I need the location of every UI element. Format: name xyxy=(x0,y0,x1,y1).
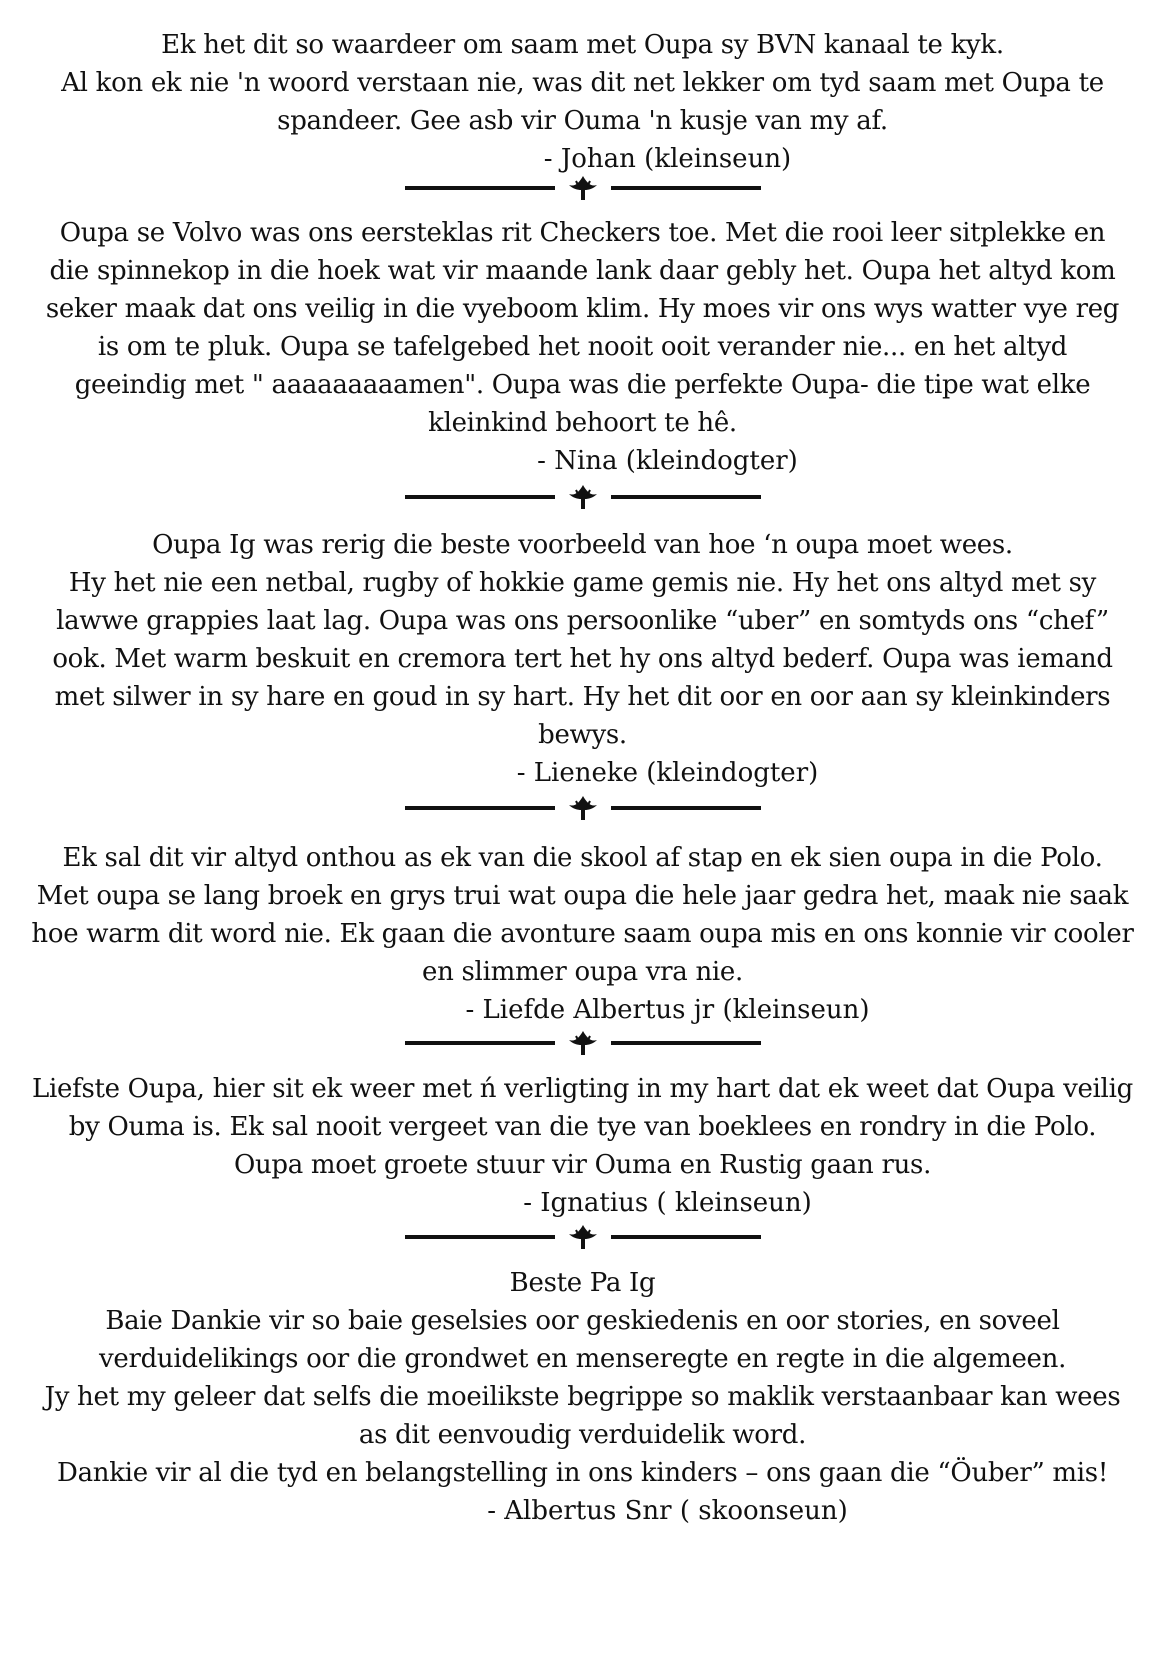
fleuron-icon xyxy=(403,1222,763,1252)
tribute-line: geeindig met " aaaaaaaaamen". Oupa was die perfekte Oupa- die tipe wat elke xyxy=(74,370,1091,400)
tribute-ignatius xyxy=(30,1070,1135,1222)
tribute-line: Met oupa se lang broek en grys trui wat oupa die hele jaar gedra het, maak nie saak xyxy=(36,881,1129,911)
tribute-line: Oupa Ig was rerig die beste voorbeeld van hoe ‘n oupa moet wees. xyxy=(152,530,1013,560)
tribute-line: Oupa se Volvo was ons eersteklas rit Checkers toe. Met die rooi leer sitplekke en xyxy=(59,218,1106,248)
tribute-line: met silwer in sy hare en goud in sy hart. Hy het dit oor en oor aan sy kleinkinders xyxy=(54,682,1111,712)
tribute-line: Al kon ek nie 'n woord verstaan nie, was dit net lekker om tyd saam met Oupa te xyxy=(61,68,1104,98)
tribute-lieneke xyxy=(30,526,1135,792)
tribute-line: is om te pluk. Oupa se tafelgebed het nooit ooit verander nie... en het altyd xyxy=(97,332,1068,362)
tribute-line: Oupa moet groete stuur vir Ouma en Rustig gaan rus. xyxy=(233,1150,932,1180)
tribute-line: Jy het my geleer dat selfs die moeilikste begrippe so maklik verstaanbaar kan wees xyxy=(44,1382,1121,1412)
tribute-line: verduidelikings oor die grondwet en menseregte en regte in die algemeen. xyxy=(98,1344,1067,1374)
tribute-line: lawwe grappies laat lag. Oupa was ons persoonlike “uber” en somtyds ons “chef” xyxy=(56,606,1109,636)
tribute-line: ook. Met warm beskuit en cremora tert het hy ons altyd bederf. Oupa was iemand xyxy=(52,644,1113,674)
tribute-heading: Beste Pa Ig xyxy=(509,1268,656,1298)
tribute-line: by Ouma is. Ek sal nooit vergeet van die tye van boeklees en rondry in die Polo. xyxy=(68,1112,1097,1142)
tribute-signature: - Albertus Snr ( skoonseun) xyxy=(487,1496,848,1526)
tribute-line: hoe warm dit word nie. Ek gaan die avonture saam oupa mis en ons konnie vir cooler xyxy=(31,919,1134,949)
tribute-signature: - Nina (kleindogter) xyxy=(537,446,798,476)
tribute-line: en slimmer oupa vra nie. xyxy=(422,957,743,987)
fleuron-icon xyxy=(403,793,763,823)
tribute-albertus-snr xyxy=(30,1264,1135,1530)
tribute-line: Hy het nie een netbal, rugby of hokkie game gemis nie. Hy het ons altyd met sy xyxy=(68,568,1097,598)
section-divider xyxy=(0,482,1165,512)
tribute-line: Dankie vir al die tyd en belangstelling in ons kinders – ons gaan die “Öuber” mis! xyxy=(57,1458,1108,1488)
tribute-line: Baie Dankie vir so baie geselsies oor geskiedenis en oor stories, en soveel xyxy=(105,1306,1060,1336)
fleuron-icon xyxy=(403,482,763,512)
tribute-line: kleinkind behoort te hê. xyxy=(428,408,737,438)
tribute-signature: - Johan (kleinseun) xyxy=(543,144,792,174)
tribute-albertus-jr xyxy=(30,839,1135,1029)
fleuron-icon xyxy=(403,1028,763,1058)
section-divider xyxy=(0,1028,1165,1058)
tribute-line: seker maak dat ons veilig in die vyeboom klim. Hy moes vir ons wys watter vye reg xyxy=(45,294,1120,324)
tribute-johan xyxy=(30,26,1135,178)
tribute-line: die spinnekop in die hoek wat vir maande lank daar gebly het. Oupa het altyd kom xyxy=(49,256,1116,286)
tribute-signature: - Lieneke (kleindogter) xyxy=(516,758,819,788)
tribute-line: Liefste Oupa, hier sit ek weer met ń verligting in my hart dat ek weet dat Oupa veilig xyxy=(32,1074,1133,1104)
section-divider xyxy=(0,173,1165,203)
tribute-nina xyxy=(30,214,1135,480)
fleuron-icon xyxy=(403,173,763,203)
tribute-signature: - Liefde Albertus jr (kleinseun) xyxy=(465,995,870,1025)
tribute-signature: - Ignatius ( kleinseun) xyxy=(523,1188,812,1218)
tribute-line: bewys. xyxy=(538,720,627,750)
tribute-line: as dit eenvoudig verduidelik word. xyxy=(358,1420,807,1450)
tribute-line: Ek sal dit vir altyd onthou as ek van die skool af stap en ek sien oupa in die Polo. xyxy=(62,843,1103,873)
tribute-line: Ek het dit so waardeer om saam met Oupa sy BVN kanaal te kyk. xyxy=(161,30,1004,60)
tribute-line: spandeer. Gee asb vir Ouma 'n kusje van my af. xyxy=(277,106,888,136)
section-divider xyxy=(0,1222,1165,1252)
section-divider xyxy=(0,793,1165,823)
